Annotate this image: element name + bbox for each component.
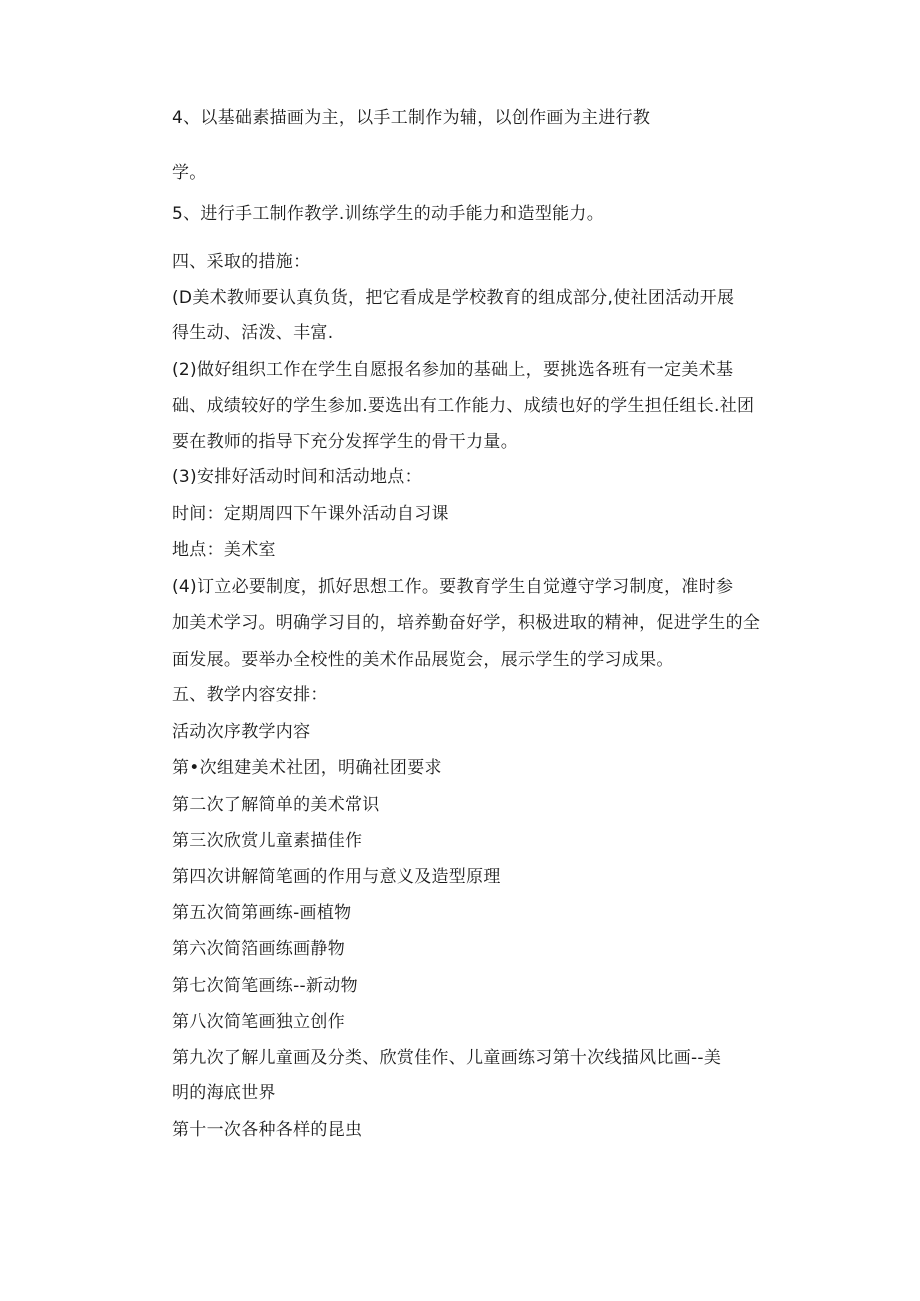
list-item: 第三次欣赏儿童素描佳作 (172, 831, 363, 851)
text-line: (4)订立必要制度，抓好思想工作。要教育学生自觉遵守学习制度，准时参 (172, 577, 734, 597)
text-line: 加美术学习。明确学习目的，培养勤奋好学，积极进取的精神，促进学生的全 (172, 613, 761, 633)
section-heading: 四、采取的措施： (172, 252, 311, 272)
list-item: 第八次简笔画独立创作 (172, 1012, 345, 1032)
list-item: 第四次讲解简笔画的作用与意义及造型原理 (172, 867, 501, 887)
list-item: 第十一次各种各样的昆虫 (172, 1120, 363, 1140)
list-header: 活动次序教学内容 (172, 722, 311, 742)
text-line: (D美术教师要认真负货，把它看成是学校教育的组成部分,使社团活动开展 (172, 288, 735, 308)
text-line: (2)做好组织工作在学生自愿报名参加的基础上，要挑选各班有一定美术基 (172, 360, 734, 380)
text-line: 时间：定期周四下午课外活动自习课 (172, 504, 449, 524)
text-line: 要在教师的指导下充分发挥学生的骨干力量。 (172, 432, 518, 452)
text-line: 础、成绩较好的学生参加.要选出有工作能力、成绩也好的学生担任组长.社团 (172, 396, 755, 416)
list-item: 第六次简箔画练画静物 (172, 939, 345, 959)
section-heading: 五、教学内容安排： (172, 685, 328, 705)
text-line: 学。 (172, 163, 207, 183)
text-line: (3)安排好活动时间和活动地点： (172, 467, 422, 487)
list-item: 明的海底世界 (172, 1083, 276, 1103)
text-line: 面发展。要举办全校性的美术作品展览会，展示学生的学习成果。 (172, 650, 674, 670)
text-line: 地点：美术室 (172, 540, 276, 560)
list-item: 第九次了解儿童画及分类、欣赏佳作、儿童画练习第十次线描风比画--美 (172, 1048, 722, 1068)
list-item: 第五次简第画练-画植物 (172, 903, 352, 923)
list-item: 第二次了解简单的美术常识 (172, 795, 380, 815)
list-item: 第七次简笔画练--新动物 (172, 976, 358, 996)
text-line: 得生动、活泼、丰富. (172, 323, 334, 343)
text-line: 4、以基础素描画为主，以手工制作为辅，以创作画为主进行教 (172, 108, 651, 128)
text-line: 5、进行手工制作教学.训练学生的动手能力和造型能力。 (172, 204, 605, 224)
list-item: 第•次组建美术社团，明确社团要求 (172, 758, 442, 778)
